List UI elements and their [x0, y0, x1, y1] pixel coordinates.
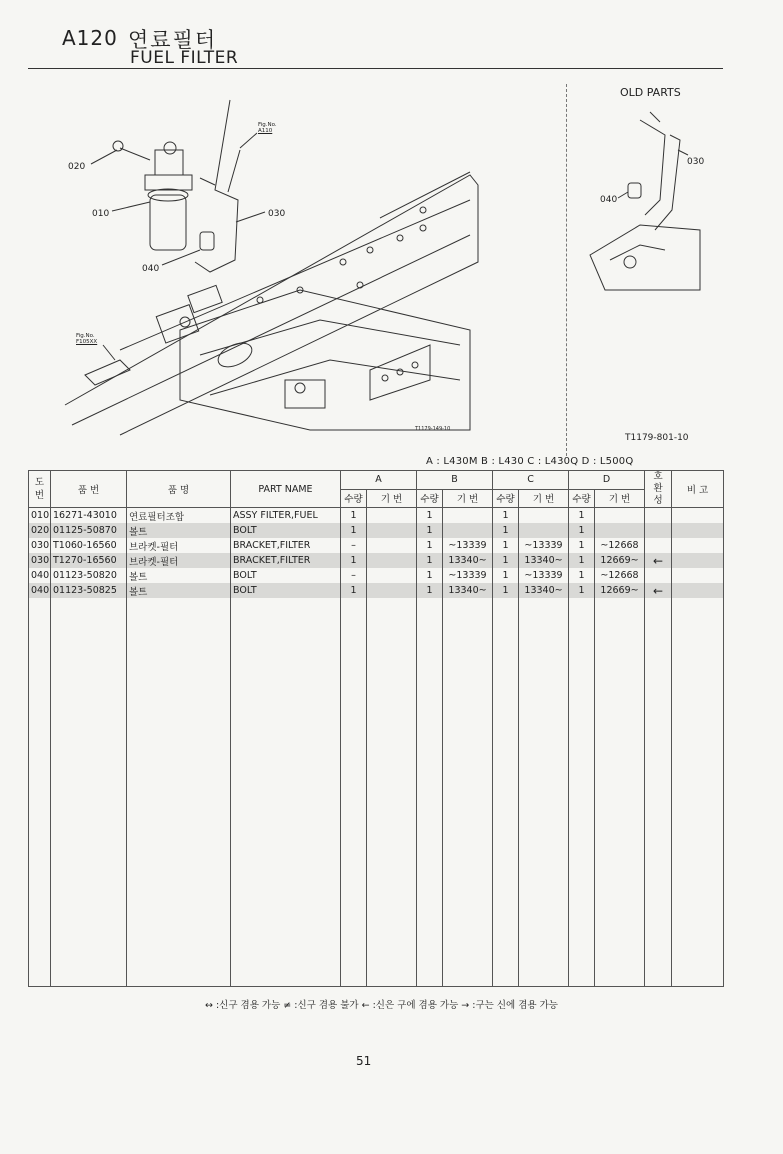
model-c-qty: 1 [493, 553, 519, 568]
col-header-a-serial: 기 번 [367, 489, 417, 508]
interchange-mark [645, 523, 672, 538]
figno-f105-line1: Fig.No. [76, 333, 95, 339]
callout-old-030: 030 [687, 157, 705, 167]
figno-f105-line2: F105XX [76, 339, 98, 345]
diagram-divider [566, 84, 567, 456]
col-header-d-qty: 수량 [569, 489, 595, 508]
fuel-filter-bowl [150, 195, 186, 250]
empty-cell [595, 598, 645, 987]
part-ref-no: 040 [29, 583, 51, 598]
model-a-qty: 1 [341, 508, 367, 524]
model-c-serial [519, 523, 569, 538]
model-a-serial [367, 583, 417, 598]
interchange-mark: ← [645, 553, 672, 568]
exploded-parts-diagram [0, 0, 783, 470]
col-header-c-qty: 수량 [493, 489, 519, 508]
part-name-korean: 브라켓-필터 [127, 553, 231, 568]
callout-010: 010 [92, 209, 110, 219]
col-header-part-no: 품 번 [51, 471, 127, 508]
col-header-d-serial: 기 번 [595, 489, 645, 508]
model-d-serial [595, 508, 645, 524]
part-number: 16271-43010 [51, 508, 127, 524]
part-name-english: ASSY FILTER,FUEL [231, 508, 341, 524]
col-header-model-c: C [493, 471, 569, 490]
model-b-serial [443, 508, 493, 524]
interchange-mark: ← [645, 583, 672, 598]
table-row [29, 583, 724, 598]
part-ref-no: 040 [29, 568, 51, 583]
part-name-korean: 볼트 [127, 523, 231, 538]
col-header-b-serial: 기 번 [443, 489, 493, 508]
empty-cell [443, 598, 493, 987]
model-a-qty: 1 [341, 583, 367, 598]
model-a-serial [367, 508, 417, 524]
part-name-korean: 볼트 [127, 568, 231, 583]
model-c-serial: 13340~ [519, 553, 569, 568]
col-header-c-serial: 기 번 [519, 489, 569, 508]
page-number: 51 [356, 1054, 372, 1068]
model-a-serial [367, 538, 417, 553]
part-name-english: BOLT [231, 583, 341, 598]
model-d-qty: 1 [569, 568, 595, 583]
diagram-ref-old: T1179-801-10 [625, 433, 689, 443]
table-empty-space [29, 598, 724, 987]
empty-cell [51, 598, 127, 987]
model-c-serial: ~13339 [519, 538, 569, 553]
empty-cell [569, 598, 595, 987]
model-d-qty: 1 [569, 583, 595, 598]
part-ref-no: 010 [29, 508, 51, 524]
model-d-qty: 1 [569, 508, 595, 524]
table-row [29, 568, 724, 583]
figno-a110 [258, 122, 277, 134]
remarks [672, 553, 724, 568]
model-a-serial [367, 553, 417, 568]
callout-020: 020 [68, 162, 86, 172]
part-name-english: BRACKET,FILTER [231, 538, 341, 553]
part-ref-no: 030 [29, 553, 51, 568]
model-b-qty: 1 [417, 553, 443, 568]
model-b-qty: 1 [417, 508, 443, 524]
part-name-korean: 볼트 [127, 583, 231, 598]
empty-cell [417, 598, 443, 987]
col-header-name-ko: 품 명 [127, 471, 231, 508]
callout-old-040: 040 [600, 195, 618, 205]
model-a-qty: – [341, 538, 367, 553]
model-a-serial [367, 523, 417, 538]
col-header-model-b: B [417, 471, 493, 490]
table-row [29, 523, 724, 538]
section-title-english: FUEL FILTER [130, 48, 239, 68]
part-name-english: BOLT [231, 568, 341, 583]
part-name-english: BOLT [231, 523, 341, 538]
remarks [672, 568, 724, 583]
part-number: 01123-50825 [51, 583, 127, 598]
section-title-korean: 연료필터 [128, 28, 218, 52]
model-b-qty: 1 [417, 523, 443, 538]
part-name-english: BRACKET,FILTER [231, 553, 341, 568]
parts-table [28, 470, 724, 987]
figno-a110-line1: Fig.No. [258, 122, 277, 128]
table-row [29, 553, 724, 568]
figno-a110-line2: A110 [258, 128, 273, 134]
remarks [672, 508, 724, 524]
model-c-serial: ~13339 [519, 568, 569, 583]
table-row [29, 508, 724, 524]
model-legend: A : L430M B : L430 C : L430Q D : L500Q [426, 456, 634, 467]
empty-cell [341, 598, 367, 987]
part-number: T1270-16560 [51, 553, 127, 568]
part-ref-no: 020 [29, 523, 51, 538]
model-b-serial: 13340~ [443, 553, 493, 568]
empty-cell [672, 598, 724, 987]
model-b-qty: 1 [417, 583, 443, 598]
model-b-serial: ~13339 [443, 568, 493, 583]
model-b-qty: 1 [417, 568, 443, 583]
empty-cell [645, 598, 672, 987]
interchange-mark [645, 568, 672, 583]
model-d-serial: 12669~ [595, 583, 645, 598]
part-ref-no: 030 [29, 538, 51, 553]
model-c-qty: 1 [493, 568, 519, 583]
figno-f105 [76, 333, 97, 345]
model-a-serial [367, 568, 417, 583]
section-code: A120 [62, 26, 118, 50]
old-parts-label: OLD PARTS [620, 86, 681, 99]
diagram-ref-main: T1179-149-10 [415, 426, 451, 432]
model-a-qty: 1 [341, 523, 367, 538]
interchange-legend: ↔ :신구 겸용 가능 ≠ :신구 겸용 불가 ← :신은 구에 겸용 가능 → :구는 신에 겸용 가능 [205, 1000, 558, 1011]
empty-cell [493, 598, 519, 987]
callout-040: 040 [142, 264, 160, 274]
model-b-serial: ~13339 [443, 538, 493, 553]
col-header-interchange: 호 환 성 [645, 471, 672, 508]
model-d-serial: ~12668 [595, 538, 645, 553]
model-c-qty: 1 [493, 583, 519, 598]
remarks [672, 523, 724, 538]
model-d-qty: 1 [569, 538, 595, 553]
model-d-qty: 1 [569, 523, 595, 538]
model-c-serial: 13340~ [519, 583, 569, 598]
col-header-b-qty: 수량 [417, 489, 443, 508]
col-header-model-d: D [569, 471, 645, 490]
model-b-serial [443, 523, 493, 538]
model-c-qty: 1 [493, 538, 519, 553]
model-d-serial [595, 523, 645, 538]
part-number: 01123-50820 [51, 568, 127, 583]
col-header-a-qty: 수량 [341, 489, 367, 508]
empty-cell [29, 598, 51, 987]
model-c-serial [519, 508, 569, 524]
part-number: 01125-50870 [51, 523, 127, 538]
model-c-qty: 1 [493, 508, 519, 524]
model-d-serial: ~12668 [595, 568, 645, 583]
empty-cell [519, 598, 569, 987]
part-name-korean: 브라켓-필터 [127, 538, 231, 553]
part-number: T1060-16560 [51, 538, 127, 553]
model-d-serial: 12669~ [595, 553, 645, 568]
model-b-serial: 13340~ [443, 583, 493, 598]
remarks [672, 538, 724, 553]
col-header-no: 도 번 [29, 471, 51, 508]
col-header-remarks: 비 고 [672, 471, 724, 508]
interchange-mark [645, 508, 672, 524]
empty-cell [127, 598, 231, 987]
col-header-model-a: A [341, 471, 417, 490]
table-row [29, 538, 724, 553]
remarks [672, 583, 724, 598]
callout-030: 030 [268, 209, 286, 219]
col-header-part-name: PART NAME [231, 471, 341, 508]
part-name-korean: 연료필터조합 [127, 508, 231, 524]
empty-cell [367, 598, 417, 987]
empty-cell [231, 598, 341, 987]
model-a-qty: – [341, 568, 367, 583]
model-d-qty: 1 [569, 553, 595, 568]
model-a-qty: 1 [341, 553, 367, 568]
interchange-mark [645, 538, 672, 553]
bracket-030-outline [195, 100, 240, 272]
model-c-qty: 1 [493, 523, 519, 538]
model-b-qty: 1 [417, 538, 443, 553]
